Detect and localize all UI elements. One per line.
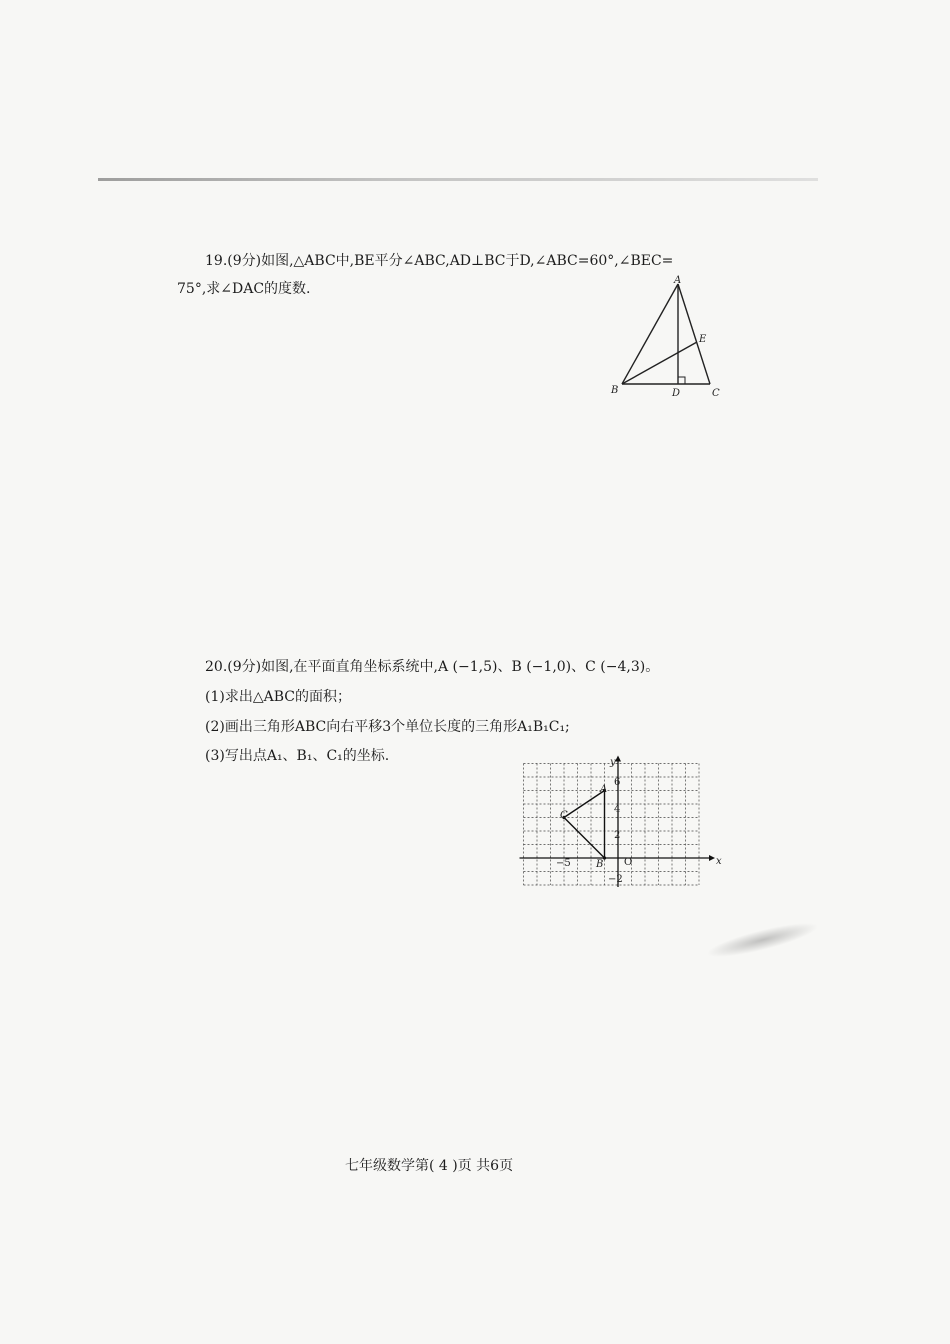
label-d: D [672,388,681,399]
point-b [603,856,606,859]
tick-label-y-2: 2 [614,830,621,841]
tick-label-y-4: 4 [614,804,621,815]
question-20-part-2: (2)画出三角形ABC向右平移3个单位长度的三角形A₁B₁C₁; [205,719,570,735]
point-label-a: A [600,784,608,795]
point-label-c: C [560,810,568,821]
label-a: A [674,275,682,286]
right-angle-mark [678,377,685,384]
x-axis-arrow [709,855,715,861]
triangle-side-ca [564,791,605,818]
question-19-text-cont: 75°,求∠DAC的度数. [177,281,311,297]
question-19-text: 19.(9分)如图,△ABC中,BE平分∠ABC,AD⊥BC于D,∠ABC=60°,∠BEC= [205,253,674,269]
coordinate-grid [528,758,728,886]
label-e: E [699,334,707,345]
question-20-part-1: (1)求出△ABC的面积； [205,689,351,705]
scan-edge [98,178,818,181]
label-c: C [712,388,720,399]
triangle-abc [562,789,606,860]
axis-x-label: x [716,856,722,867]
question-20-text: 20.(9分)如图,在平面直角坐标系统中,A (−1,5)、B (−1,0)、C (−4,3)。 [205,659,660,675]
tick-label-y-neg2: −2 [608,874,623,885]
question-20-part-3: (3)写出点A₁、B₁、C₁的坐标. [205,748,390,764]
tick-label-x-neg5: −5 [556,858,571,869]
axis-y-label: y [610,757,616,768]
scan-smudge [704,916,820,963]
label-b: B [611,385,619,396]
grid-lines [524,764,700,886]
triangle-figure [600,272,740,402]
tick-label-y-6: 6 [614,777,621,788]
triangle-side-bc [564,818,605,859]
point-label-b: B [596,859,604,870]
page-footer: 七年级数学第( 4 )页 共6页 [345,1158,514,1174]
y-axis-arrow [615,756,621,762]
origin-label: O [624,857,633,868]
